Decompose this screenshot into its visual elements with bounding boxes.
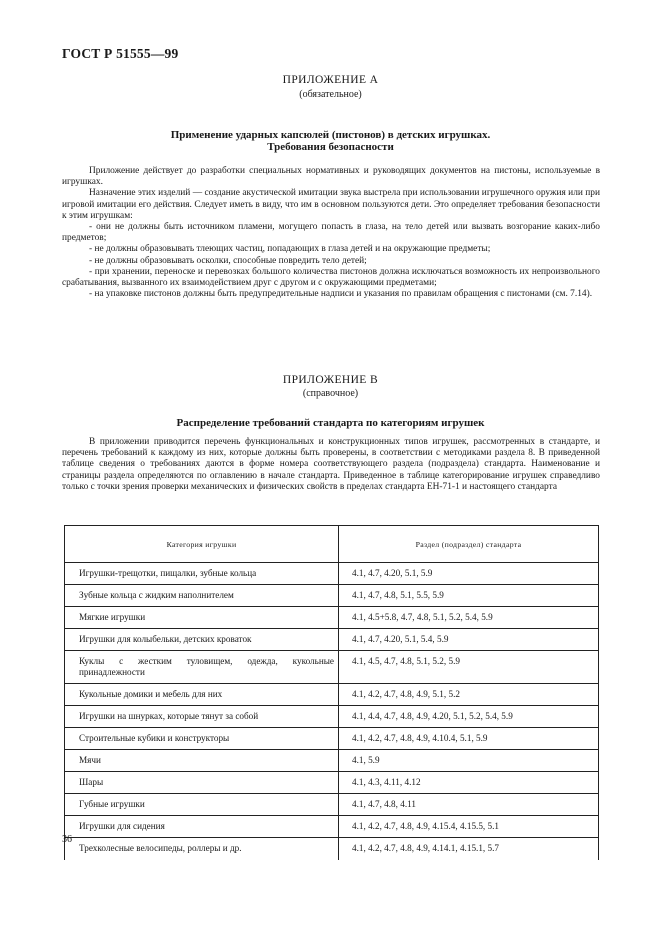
category-cell: Мягкие игрушки bbox=[65, 607, 339, 629]
appendix-a-heading-line2: Требования безопасности bbox=[267, 141, 394, 153]
category-cell: Игрушки для сидения bbox=[65, 816, 339, 838]
appendix-b-intro bbox=[62, 437, 600, 493]
appendix-a-heading bbox=[0, 129, 661, 153]
sections-cell: 4.1, 4.2, 4.7, 4.8, 4.9, 5.1, 5.2 bbox=[339, 684, 599, 706]
sections-cell: 4.1, 4.5, 4.7, 4.8, 5.1, 5.2, 5.9 bbox=[339, 651, 599, 684]
appendix-a-paragraph: Приложение действует до разработки специальных нормативных и руководящих документов на пистоны, используемые в игрушках. bbox=[62, 166, 600, 188]
category-cell: Кукольные домики и мебель для них bbox=[65, 684, 339, 706]
table-header-row bbox=[65, 526, 599, 563]
appendix-b-intro-text: В приложении приводится перечень функциональных и конструкционных типов игрушек, рассмотренных в стандарте, и перечень требований к каждому из них, которые должны быть проверены, в соответствии с методиками раздела 8. В приведенной таблице сведения о требованиях даются в форме номера соответствующего раздела (подраздела) стандарта. Наименование и страницы раздела определяются по оглавлению в начале стандарта. Приведенное в таблице категорирование игрушек справедливо только с точки зрения проверки механических и физических свойств в пределах стандарта ЕН-71-1 и настоящего стандарта bbox=[62, 437, 600, 492]
category-cell: Игрушки для колыбельки, детских кроваток bbox=[65, 629, 339, 651]
table-row bbox=[65, 629, 599, 651]
category-cell: Игрушки на шнурках, которые тянут за собой bbox=[65, 706, 339, 728]
appendix-a-title: ПРИЛОЖЕНИЕ А bbox=[282, 74, 379, 86]
sections-cell: 4.1, 4.4, 4.7, 4.8, 4.9, 4.20, 5.1, 5.2, 5.4, 5.9 bbox=[339, 706, 599, 728]
appendix-a-paragraph: Назначение этих изделий — создание акустической имитации звука выстрела при использовании игрушечного оружия или при игровой имитации его действия. Следует иметь в виду, что им в основном пользуются дети. Это определяет требования безопасности к этим игрушкам: bbox=[62, 188, 600, 221]
table-row bbox=[65, 816, 599, 838]
sections-cell: 4.1, 4.7, 4.8, 5.1, 5.5, 5.9 bbox=[339, 585, 599, 607]
category-cell: Игрушки-трещотки, пищалки, зубные кольца bbox=[65, 563, 339, 585]
table-row bbox=[65, 772, 599, 794]
sections-cell: 4.1, 4.7, 4.8, 4.11 bbox=[339, 794, 599, 816]
sections-cell: 4.1, 4.7, 4.20, 5.1, 5.4, 5.9 bbox=[339, 629, 599, 651]
table-row bbox=[65, 838, 599, 861]
table-row bbox=[65, 563, 599, 585]
appendix-a-heading-line1: Применение ударных капсюлей (пистонов) в детских игрушках. bbox=[170, 129, 491, 141]
appendix-a-status: (обязательное) bbox=[299, 89, 362, 100]
sections-cell: 4.1, 5.9 bbox=[339, 750, 599, 772]
sections-cell: 4.1, 4.2, 4.7, 4.8, 4.9, 4.10.4, 5.1, 5.9 bbox=[339, 728, 599, 750]
table-row bbox=[65, 585, 599, 607]
table-row bbox=[65, 794, 599, 816]
appendix-a-paragraph: - при хранении, переноске и перевозках большого количества пистонов должна исключаться возможность их непроизвольного срабатывания, вызванного их взаимодействием друг с другом и с окружающими предметами; bbox=[62, 266, 600, 289]
table-row bbox=[65, 684, 599, 706]
document-code: ГОСТ Р 51555—99 bbox=[62, 46, 179, 61]
category-cell: Губные игрушки bbox=[65, 794, 339, 816]
sections-cell: 4.1, 4.7, 4.20, 5.1, 5.9 bbox=[339, 563, 599, 585]
appendix-b-heading: Распределение требований стандарта по категориям игрушек bbox=[176, 417, 485, 429]
page-number: 36 bbox=[62, 834, 72, 845]
category-cell: Зубные кольца с жидким наполнителем bbox=[65, 585, 339, 607]
table-row bbox=[65, 651, 599, 684]
appendix-a-paragraph: - на упаковке пистонов должны быть предупредительные надписи и указания по правилам обращения с пистонами (см. 7.14). bbox=[89, 289, 593, 300]
appendix-a-body bbox=[62, 166, 600, 300]
table-row bbox=[65, 750, 599, 772]
col-header-sections: Раздел (подраздел) стандарта bbox=[339, 526, 599, 563]
sections-cell: 4.1, 4.2, 4.7, 4.8, 4.9, 4.14.1, 4.15.1, 5.7 bbox=[339, 838, 599, 861]
toy-categories-table bbox=[64, 525, 599, 860]
appendix-b-title: ПРИЛОЖЕНИЕ В bbox=[282, 374, 379, 386]
category-cell: Мячи bbox=[65, 750, 339, 772]
sections-cell: 4.1, 4.3, 4.11, 4.12 bbox=[339, 772, 599, 794]
category-cell: Строительные кубики и конструкторы bbox=[65, 728, 339, 750]
sections-cell: 4.1, 4.2, 4.7, 4.8, 4.9, 4.15.4, 4.15.5, 5.1 bbox=[339, 816, 599, 838]
table-row bbox=[65, 706, 599, 728]
category-cell: Трехколесные велосипеды, роллеры и др. bbox=[65, 838, 339, 861]
table-row bbox=[65, 607, 599, 629]
sections-cell: 4.1, 4.5+5.8, 4.7, 4.8, 5.1, 5.2, 5.4, 5.9 bbox=[339, 607, 599, 629]
appendix-a-paragraph: - они не должны быть источником пламени, могущего попасть в глаза, на тело детей или вызвать возгорание каких-либо предметов; bbox=[62, 222, 600, 244]
appendix-b-status: (справочное) bbox=[302, 388, 359, 399]
col-header-category: Категория игрушки bbox=[65, 526, 339, 563]
appendix-a-paragraph: - не должны образовывать тлеющих частиц, попадающих в глаза детей и на окружающие предметы; bbox=[89, 244, 491, 255]
appendix-a-paragraph: - не должны образовывать осколки, способные повредить тело детей; bbox=[89, 255, 367, 266]
table-row bbox=[65, 728, 599, 750]
category-cell: Куклы с жестким туловищем, одежда, кукольные принадлежности bbox=[65, 651, 339, 684]
category-cell: Шары bbox=[65, 772, 339, 794]
